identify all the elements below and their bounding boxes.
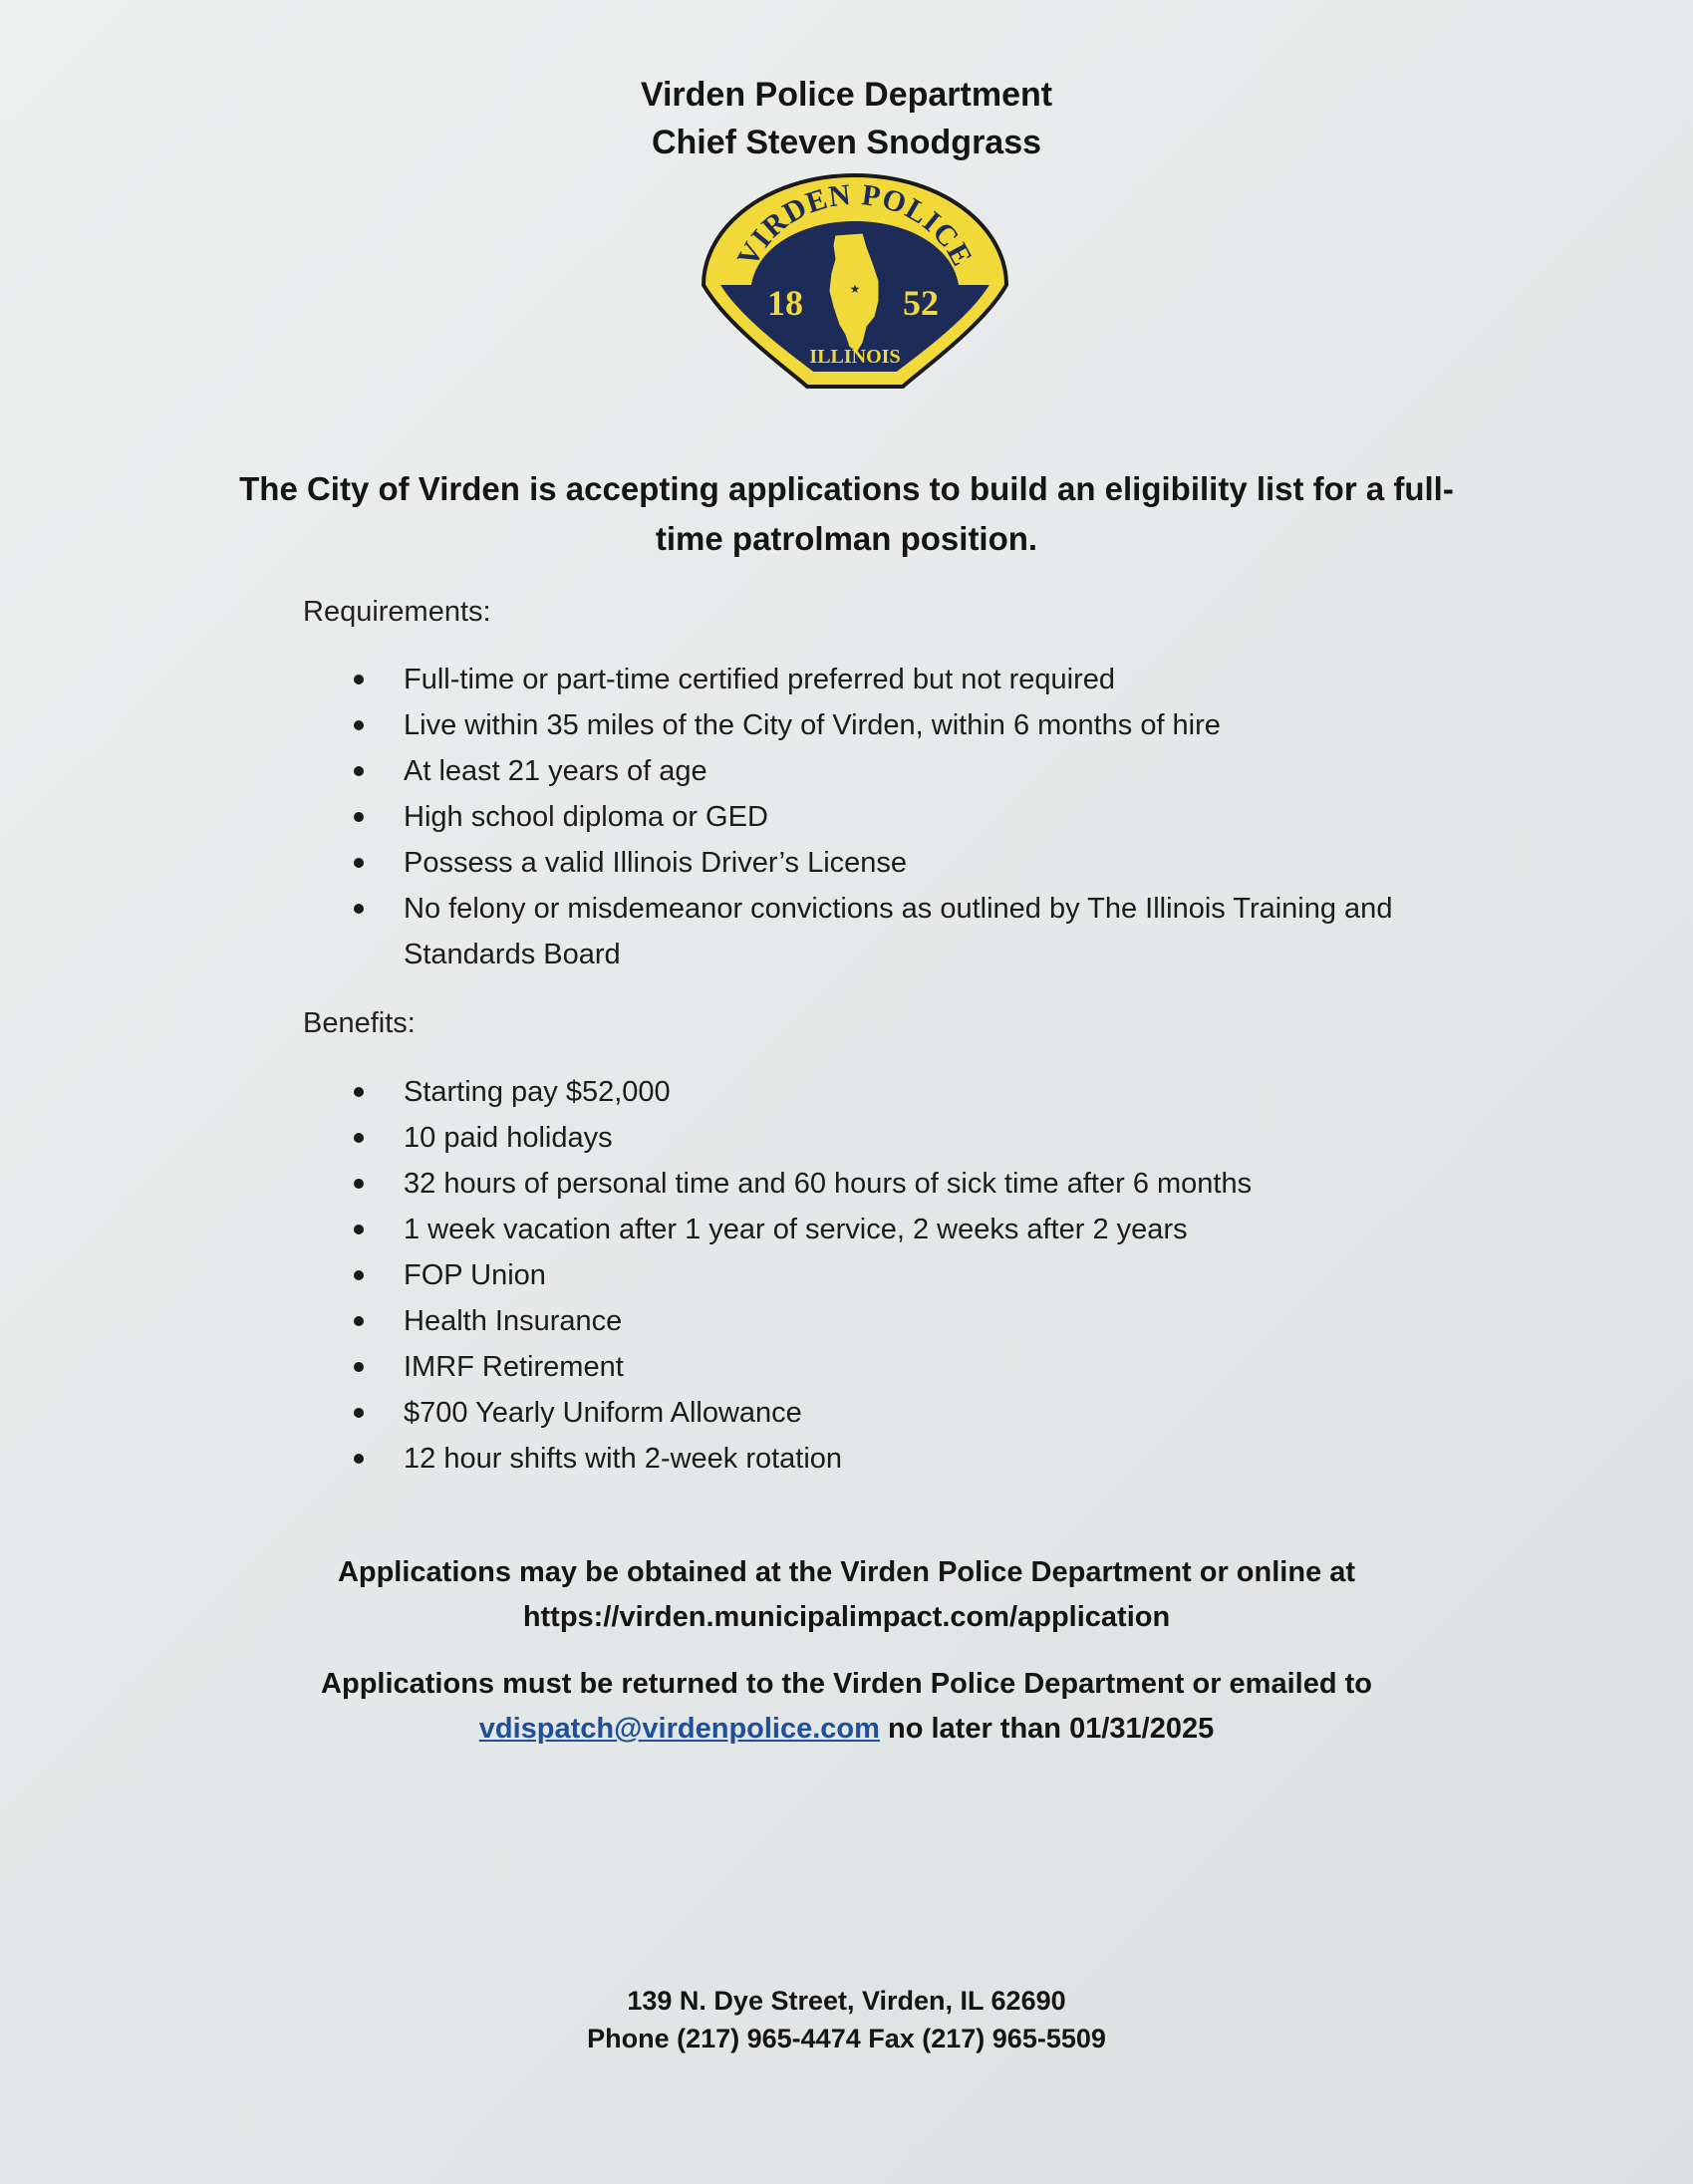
applications-return-text: Applications must be returned to the Virden Police Department or emailed to: [321, 1668, 1372, 1700]
list-item: Starting pay $52,000: [354, 1069, 1500, 1115]
deadline-text: no later than 01/31/2025: [879, 1713, 1215, 1745]
list-item: Live within 35 miles of the City of Virden, within 6 months of hire: [354, 702, 1500, 748]
applications-obtain-text: Applications may be obtained at the Virden Police Department or online at: [337, 1556, 1356, 1588]
badge-year-right: 52: [903, 283, 939, 323]
benefits-label: Benefits:: [303, 1007, 416, 1039]
list-item: FOP Union: [354, 1252, 1500, 1298]
headline-line-1: The City of Virden is accepting applications to build an eligibility list for a full-: [239, 470, 1454, 507]
badge-state-text: ILLINOIS: [809, 346, 901, 368]
police-badge-logo: [698, 167, 1012, 395]
headline-line-2: time patrolman position.: [655, 520, 1038, 557]
list-item: High school diploma or GED: [354, 794, 1500, 840]
list-item: IMRF Retirement: [354, 1344, 1500, 1390]
footer-address: 139 N. Dye Street, Virden, IL 62690: [627, 1986, 1066, 2016]
email-link[interactable]: vdispatch@virdenpolice.com: [478, 1713, 880, 1745]
badge-top-text: VIRDEN POLICE: [730, 177, 980, 272]
department-name: Virden Police Department: [640, 76, 1053, 114]
footer-phone-fax: Phone (217) 965-4474 Fax (217) 965-5509: [587, 2024, 1106, 2053]
chief-name: Chief Steven Snodgrass: [651, 124, 1042, 161]
list-item: At least 21 years of age: [354, 748, 1500, 794]
list-item: Health Insurance: [354, 1298, 1500, 1344]
list-item: 1 week vacation after 1 year of service, 2 weeks after 2 years: [354, 1207, 1500, 1252]
list-item: 32 hours of personal time and 60 hours of sick time after 6 months: [354, 1161, 1500, 1207]
badge-year-left: 18: [767, 283, 803, 323]
list-item: No felony or misdemeanor convictions as outlined by The Illinois Training and Standards Board: [354, 886, 1500, 977]
applications-deadline-line: [0, 1707, 1693, 1752]
list-item: $700 Yearly Uniform Allowance: [354, 1390, 1500, 1436]
list-item: Possess a valid Illinois Driver’s License: [354, 840, 1500, 886]
requirements-label: Requirements:: [303, 596, 491, 628]
capital-star-icon: ★: [849, 282, 861, 296]
list-item: Full-time or part-time certified preferred but not required: [354, 657, 1500, 702]
requirements-list: [354, 657, 1500, 977]
applications-url: https://virden.municipalimpact.com/application: [522, 1601, 1171, 1633]
list-item: 10 paid holidays: [354, 1115, 1500, 1161]
benefits-list: [354, 1069, 1500, 1482]
list-item: 12 hour shifts with 2-week rotation: [354, 1436, 1500, 1482]
